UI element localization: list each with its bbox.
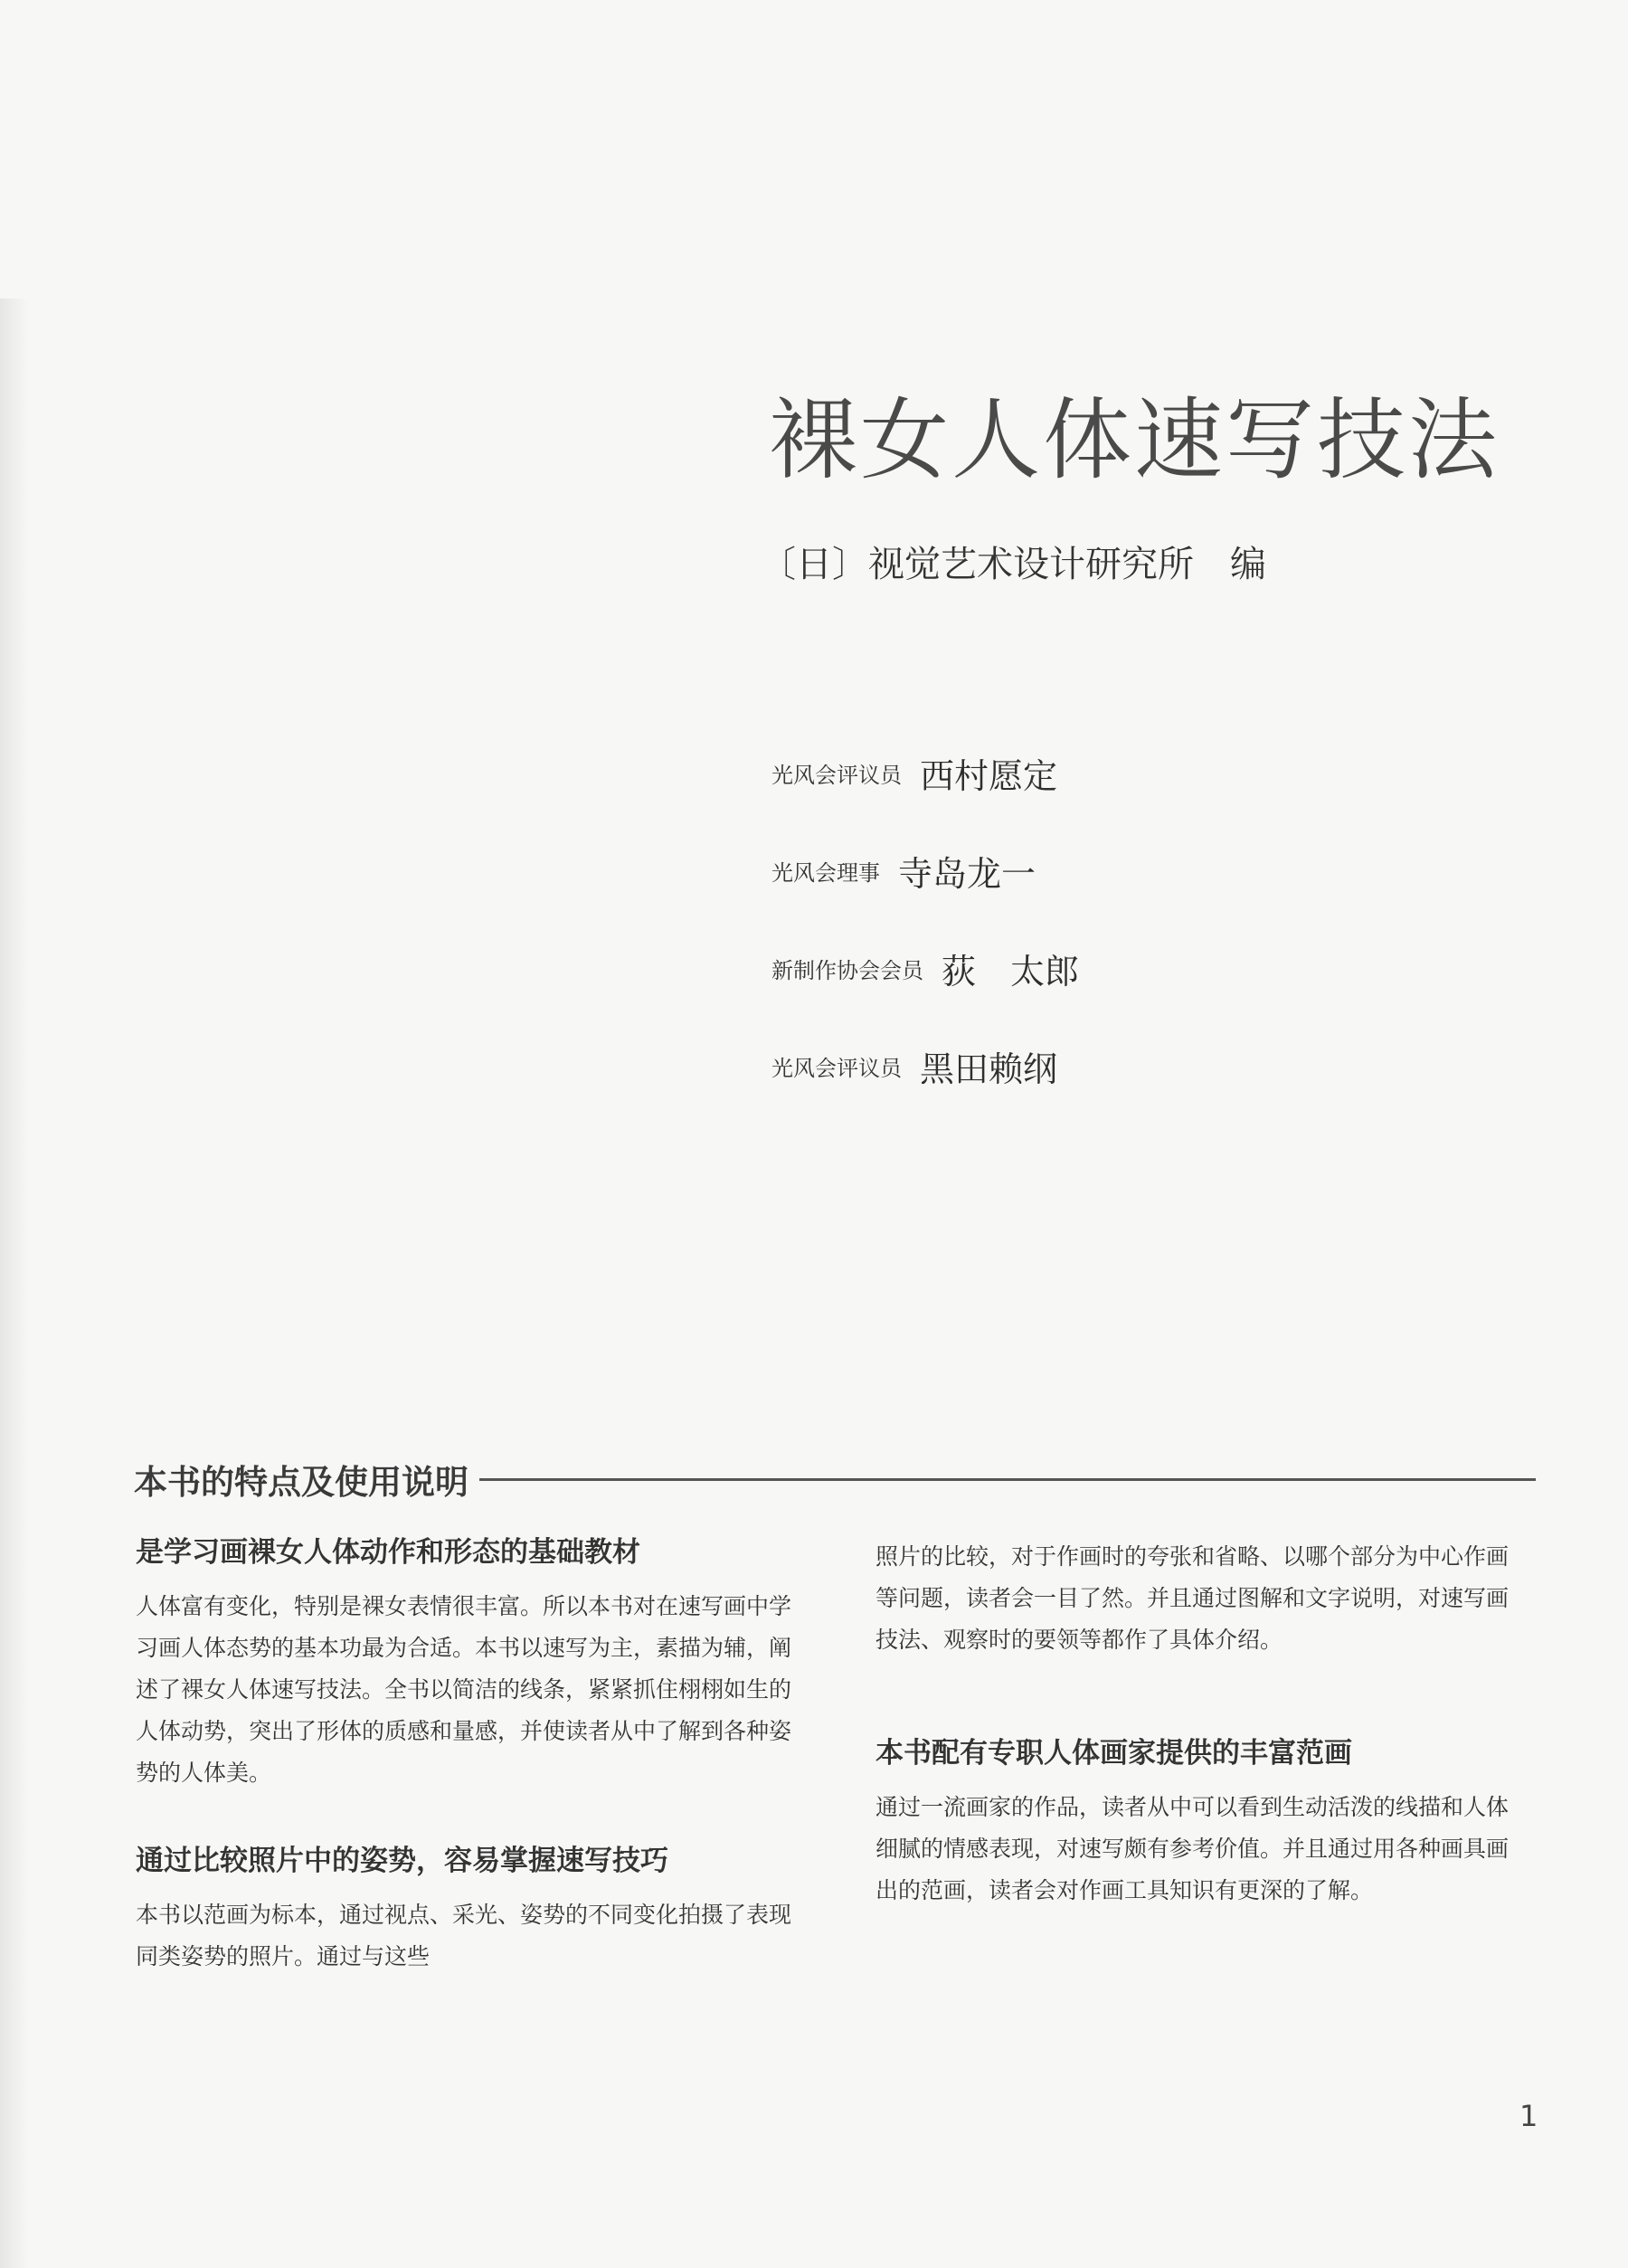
right-column	[876, 1536, 1509, 1912]
section-rule	[479, 1478, 1536, 1481]
page-number: 1	[1519, 2099, 1538, 2133]
feature-2-title: 通过比较照片中的姿势，容易掌握速写技巧	[136, 1845, 668, 1877]
book-title: 裸女人体速写技法	[769, 389, 1500, 492]
contributor-role: 新制作协会会员	[771, 957, 923, 983]
section-heading: 本书的特点及使用说明	[134, 1463, 469, 1502]
contributor-name: 寺岛龙一	[898, 853, 1036, 894]
contributor-item	[771, 821, 1079, 919]
feature-2-text: 本书以范画为标本，通过视点、采光、姿势的不同变化拍摄了表现同类姿势的照片。通过与这些	[136, 1902, 792, 1969]
contributor-name: 黑田赖纲	[920, 1049, 1058, 1089]
contributor-item	[771, 724, 1079, 821]
page-edge-shadow	[0, 299, 29, 2268]
contributor-item	[771, 919, 1079, 1017]
contributor-role: 光风会评议员	[771, 762, 902, 788]
contributor-role: 光风会评议员	[771, 1055, 902, 1081]
left-column	[136, 1529, 805, 1978]
feature-1-title: 是学习画裸女人体动作和形态的基础教材	[136, 1536, 640, 1569]
feature-3-text: 通过一流画家的作品，读者从中可以看到生动活泼的线描和人体细腻的情感表现，对速写颇有参考价值。并且通过用各种画具画出的范画，读者会对作画工具知识有更深的了解。	[876, 1794, 1510, 1903]
feature-3-title: 本书配有专职人体画家提供的丰富范画	[876, 1737, 1352, 1770]
contributor-role: 光风会理事	[771, 859, 880, 886]
contributor-name: 西村愿定	[920, 755, 1058, 796]
author-name: 〔日〕视觉艺术设计研究所	[760, 544, 1194, 585]
feature-1-text: 人体富有变化，特别是裸女表情很丰富。所以本书对在速写画中学习画人体态势的基本功最为合适。本书以速写为主，素描为辅，阐述了裸女人体速写技法。全书以简洁的线条，紧紧抓住栩栩如生的人体动势，突出了形体的质感和量感，并使读者从中了解到各种姿势的人体美。	[136, 1593, 792, 1786]
section-header	[134, 1455, 1536, 1504]
author-line	[760, 536, 1266, 587]
contributor-name: 荻 太郎	[942, 951, 1080, 992]
contributor-item	[771, 1017, 1079, 1115]
contributors-list	[771, 724, 1079, 1115]
feature-2-text-continued: 照片的比较，对于作画时的夸张和省略、以哪个部分为中心作画等问题，读者会一目了然。并且通过图解和文字说明，对速写画技法、观察时的要领等都作了具体介绍。	[876, 1543, 1510, 1653]
author-suffix: 编	[1230, 544, 1266, 585]
